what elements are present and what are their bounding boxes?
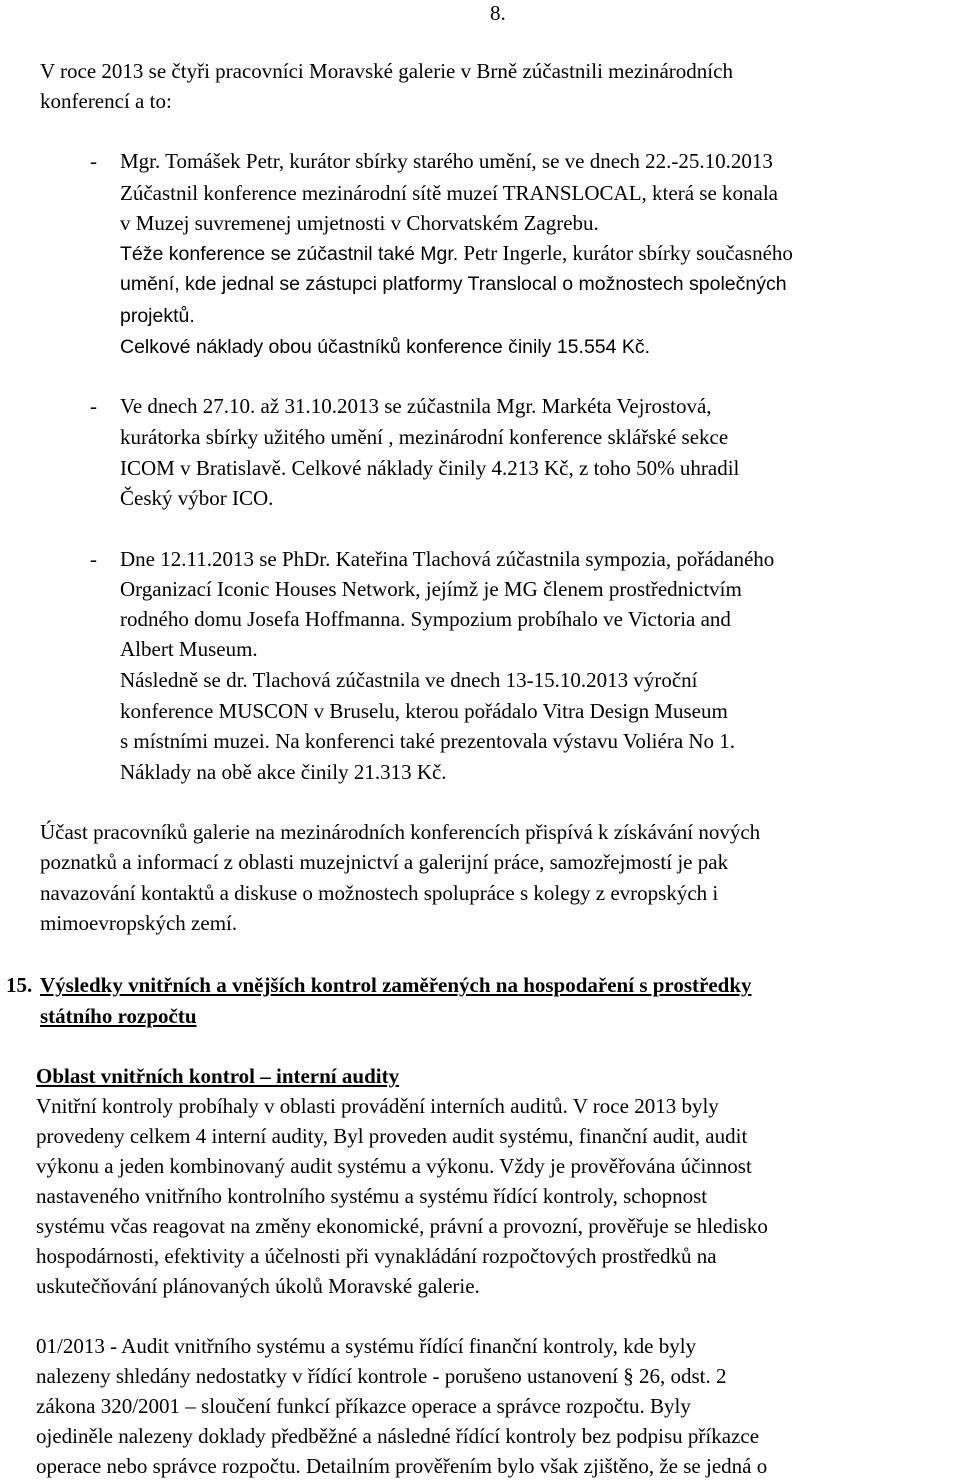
list-dash: - xyxy=(90,149,97,173)
paragraph-line: provedeny celkem 4 interní audity, Byl proveden audit systému, finanční audit, audit xyxy=(36,1124,748,1148)
list-item-line: Zúčastnil konference mezinárodní sítě muzeí TRANSLOCAL, která se konala xyxy=(120,181,778,205)
list-item-line: Celkové náklady obou účastníků konference činily 15.554 Kč. xyxy=(120,336,651,358)
paragraph-line: nastaveného vnitřního kontrolního systému a systému řídící kontroly, schopnost xyxy=(36,1184,708,1208)
list-item-line: Následně se dr. Tlachová zúčastnila ve dnech 13-15.10.2013 výroční xyxy=(120,668,698,692)
audit-entry-line: operace nebo správce rozpočtu. Detailním prověřením bylo však zjištěno, že se jedná o xyxy=(36,1454,768,1478)
paragraph-line: navazování kontaktů a diskuse o možnostech spolupráce s kolegy z evropských i xyxy=(40,881,719,905)
paragraph-line: uskutečňování plánovaných úkolů Moravské galerie. xyxy=(36,1274,480,1298)
list-item-text: Petr Ingerle, kurátor sbírky současného xyxy=(458,241,793,265)
list-item-line: Dne 12.11.2013 se PhDr. Kateřina Tlachová zúčastnila sympozia, pořádaného xyxy=(120,547,775,571)
list-item-line: s místními muzei. Na konferenci také prezentovala výstavu Voliéra No 1. xyxy=(120,729,736,753)
list-item-line: Ve dnech 27.10. až 31.10.2013 se zúčastnila Mgr. Markéta Vejrostová, xyxy=(120,394,712,418)
list-item-line: Organizací Iconic Houses Network, jejímž je MG členem prostřednictvím xyxy=(120,577,742,601)
list-item-line: Mgr. Tomášek Petr, kurátor sbírky starého umění, se ve dnech 22.-25.10.2013 xyxy=(120,149,773,173)
paragraph-line: výkonu a jeden kombinovaný audit systému a výkonu. Vždy je prověřována účinnost xyxy=(36,1154,752,1178)
paragraph-line: poznatků a informací z oblasti muzejnictví a galerijní práce, samozřejmostí je pak xyxy=(40,850,729,874)
section-title: státního rozpočtu xyxy=(40,1004,197,1028)
list-item-line: Český výbor ICO. xyxy=(120,486,274,510)
list-item-line: kurátorka sbírky užitého umění , mezinárodní konference sklářské sekce xyxy=(120,425,729,449)
list-item-sans-text: Téže konference se zúčastnil také Mgr. xyxy=(120,243,459,265)
paragraph-line: mimoevropských zemí. xyxy=(40,911,238,935)
intro-line: V roce 2013 se čtyři pracovníci Moravské galerie v Brně zúčastnili mezinárodních xyxy=(40,59,733,83)
list-dash: - xyxy=(90,394,97,418)
list-dash: - xyxy=(90,547,97,571)
list-item-line: projektů. xyxy=(120,305,195,327)
paragraph-line: Vnitřní kontroly probíhaly v oblasti provádění interních auditů. V roce 2013 byly xyxy=(36,1094,719,1118)
list-item-line: ICOM v Bratislavě. Celkové náklady činily 4.213 Kč, z toho 50% uhradil xyxy=(120,456,740,480)
list-item-line: Albert Museum. xyxy=(120,637,258,661)
list-item-line: konference MUSCON v Bruselu, kterou pořádalo Vitra Design Museum xyxy=(120,699,728,723)
list-item-line: umění, kde jednal se zástupci platformy Translocal o možnostech společných xyxy=(120,273,787,295)
paragraph-line: hospodárnosti, efektivity a účelnosti při vynakládání rozpočtových prostředků na xyxy=(36,1244,717,1268)
list-item-line: rodného domu Josefa Hoffmanna. Sympozium probíhalo ve Victoria and xyxy=(120,607,731,631)
audit-entry-line: zákona 320/2001 – sloučení funkcí příkazce operace a správce rozpočtu. Byly xyxy=(36,1394,691,1418)
page-number: 8. xyxy=(490,1,506,25)
audit-entry-line: ojediněle nalezeny doklady předběžné a následné řídící kontroly bez podpisu příkazce xyxy=(36,1424,760,1448)
section-number: 15. xyxy=(6,973,33,997)
list-item-line: v Muzej suvremenej umjetnosti v Chorvatském Zagrebu. xyxy=(120,211,599,235)
list-item-line xyxy=(120,240,793,267)
list-item-line: Náklady na obě akce činily 21.313 Kč. xyxy=(120,760,447,784)
audit-entry-line: 01/2013 - Audit vnitřního systému a systému řídící finanční kontroly, kde byly xyxy=(36,1334,697,1358)
paragraph-line: Účast pracovníků galerie na mezinárodních konferencích přispívá k získávání nových xyxy=(40,820,761,844)
section-title: Výsledky vnitřních a vnějších kontrol zaměřených na hospodaření s prostředky xyxy=(40,973,752,997)
paragraph-line: systému včas reagovat na změny ekonomické, právní a provozní, prověřuje se hledisko xyxy=(36,1214,768,1238)
audit-entry-line: nalezeny shledány nedostatky v řídící kontrole - porušeno ustanovení § 26, odst. 2 xyxy=(36,1364,727,1388)
subsection-title: Oblast vnitřních kontrol – interní audity xyxy=(36,1064,400,1088)
intro-line: konferencí a to: xyxy=(40,89,172,113)
